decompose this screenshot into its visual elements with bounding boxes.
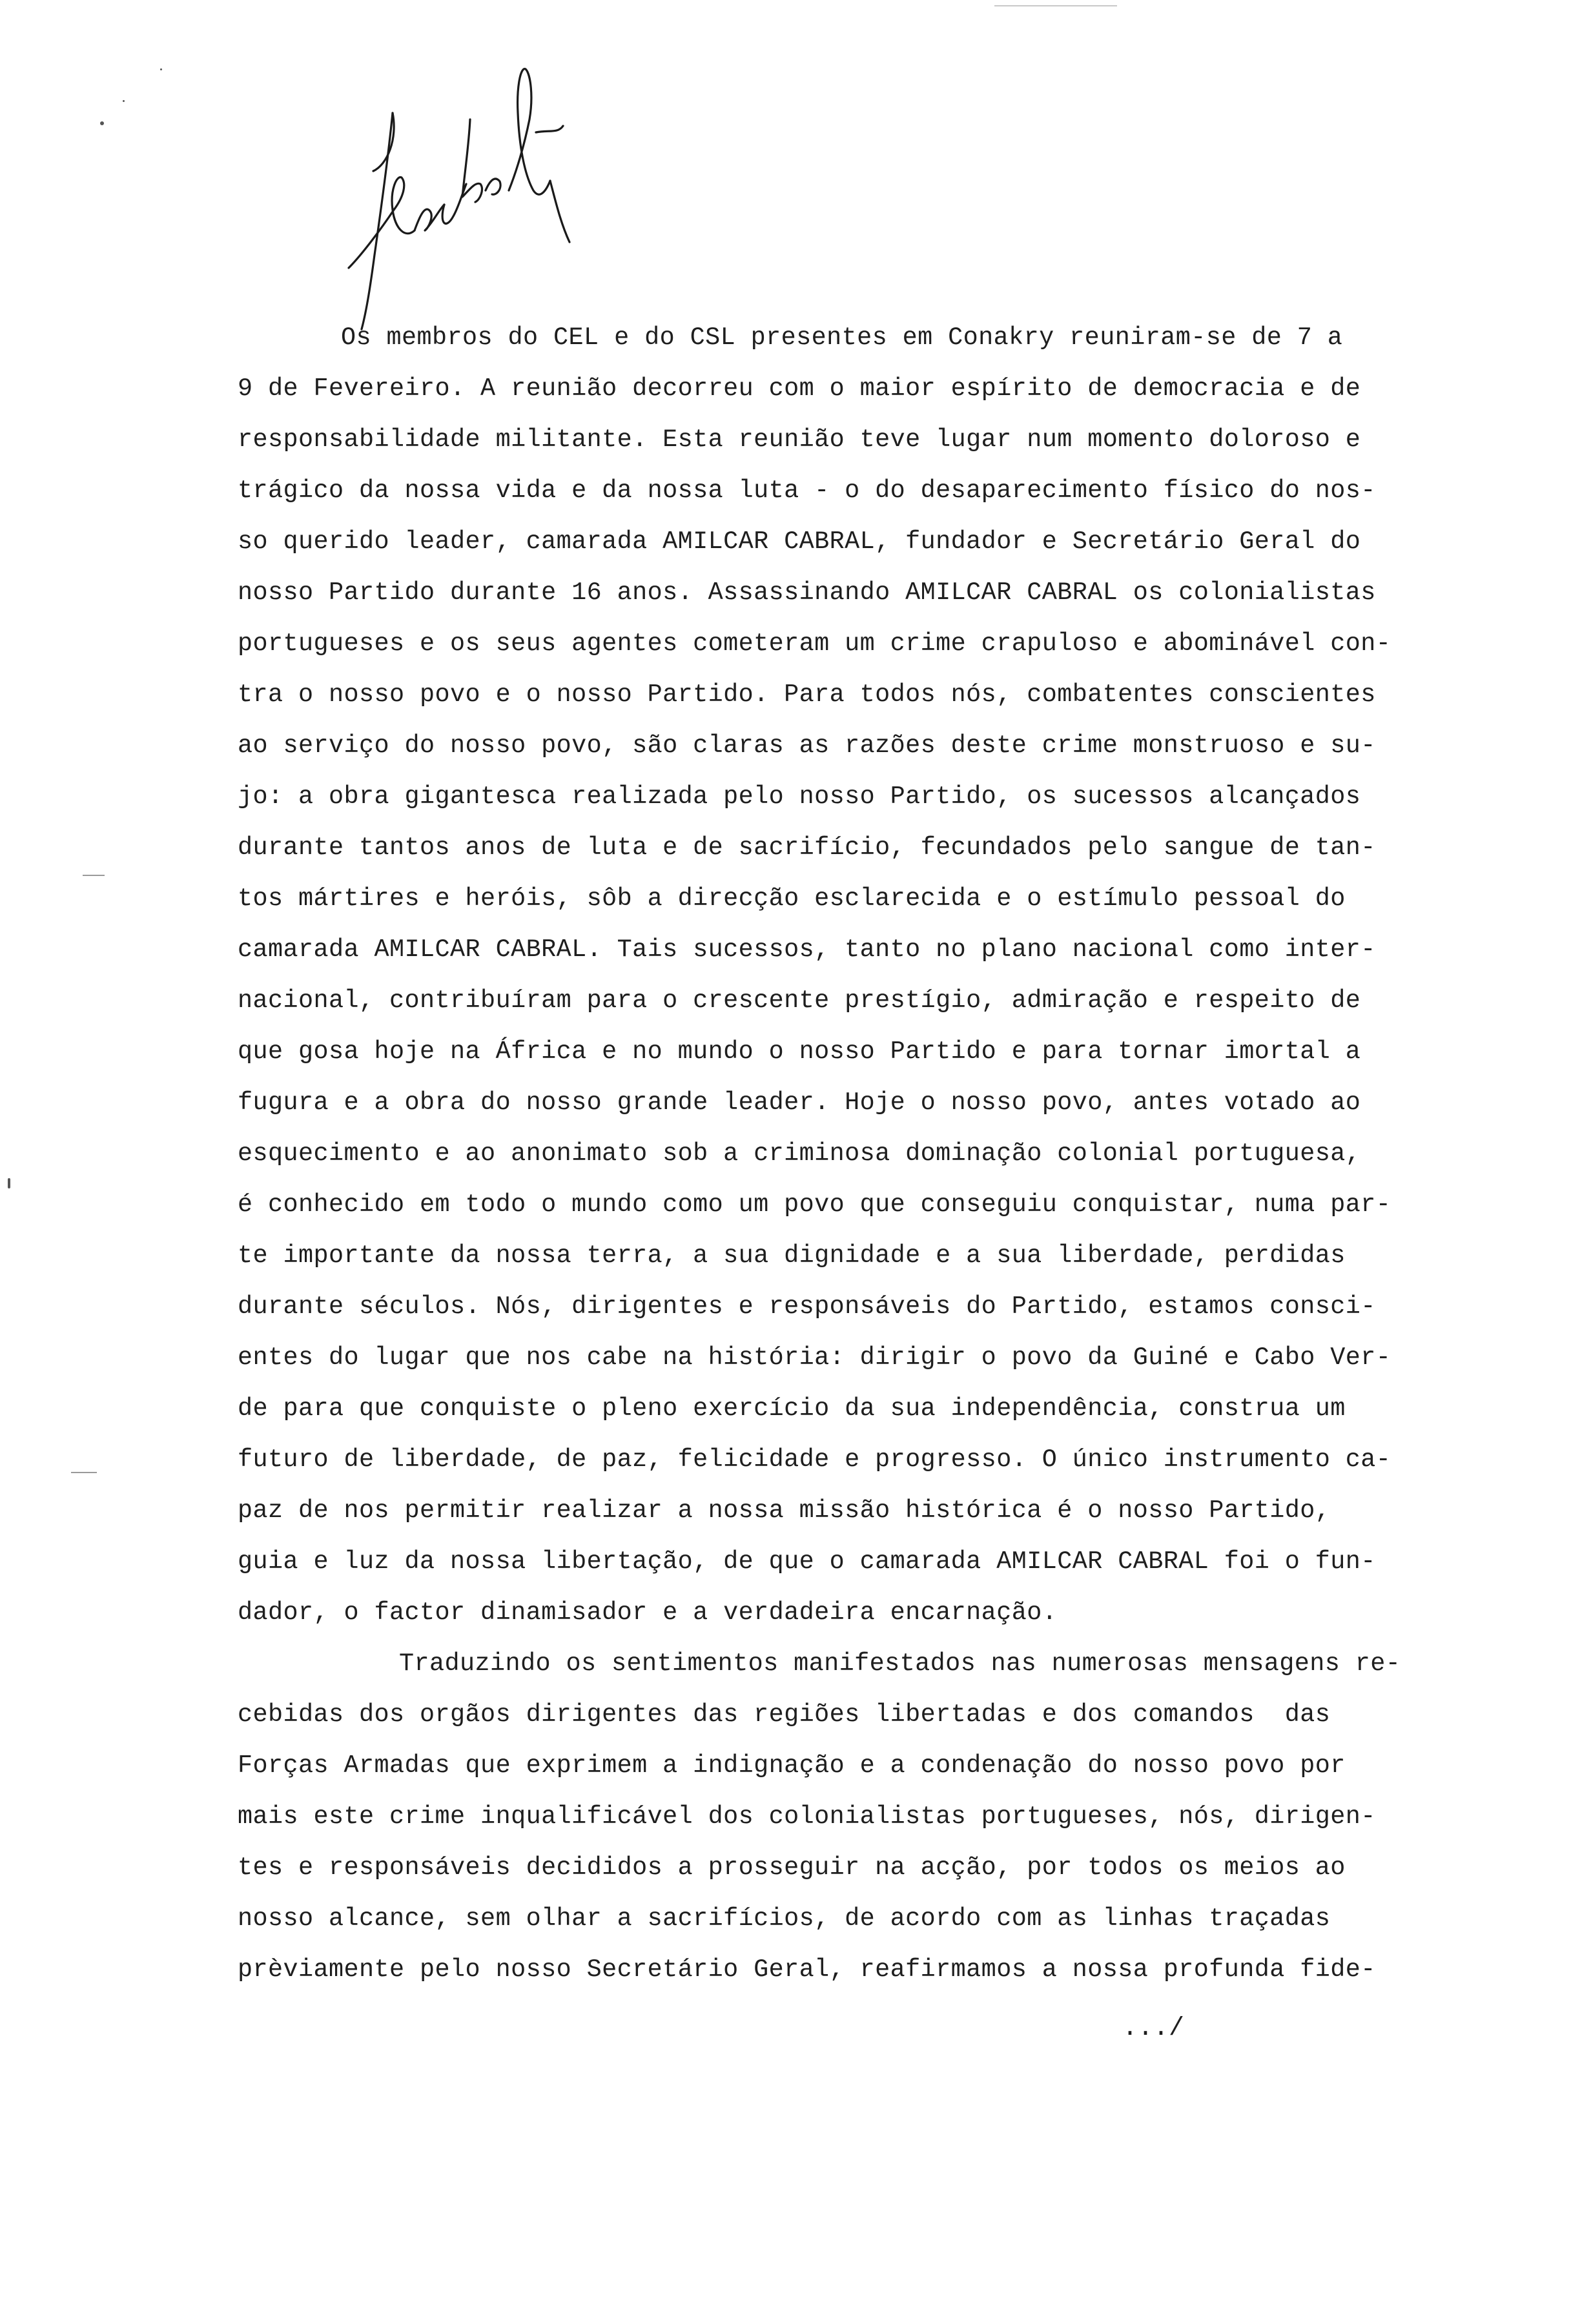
scan-speck [160, 68, 162, 70]
text-line: dador, o factor dinamisador e a verdadeira encarnação. [238, 1598, 1058, 1627]
text-line: nosso Partido durante 16 anos. Assassinando AMILCAR CABRAL os colonialistas [238, 578, 1376, 607]
paragraph-1 [238, 312, 1464, 1638]
text-line: guia e luz da nossa libertação, de que o camarada AMILCAR CABRAL foi o fun- [238, 1547, 1376, 1576]
text-line: Os membros do CEL e do CSL presentes em Conakry reuniram-se de 7 a [341, 323, 1343, 352]
paragraph-2 [238, 1638, 1464, 1995]
text-line: Forças Armadas que exprimem a indignação e a condenação do nosso povo por [238, 1751, 1346, 1780]
text-line: fugura e a obra do nosso grande leader. Hoje o nosso povo, antes votado ao [238, 1088, 1361, 1117]
letter-body [238, 312, 1464, 1995]
text-line: tes e responsáveis decididos a prosseguir na acção, por todos os meios ao [238, 1853, 1346, 1882]
scan-speck [8, 1178, 10, 1188]
scan-speck [123, 100, 125, 102]
text-line: so querido leader, camarada AMILCAR CABRAL, fundador e Secretário Geral do [238, 527, 1361, 556]
text-line: que gosa hoje na África e no mundo o nosso Partido e para tornar imortal a [238, 1037, 1361, 1066]
text-line: 9 de Fevereiro. A reunião decorreu com o maior espírito de democracia e de [238, 374, 1361, 403]
text-line: prèviamente pelo nosso Secretário Geral, reafirmamos a nossa profunda fide- [238, 1955, 1376, 1984]
text-line: cebidas dos orgãos dirigentes das regiões libertadas e dos comandos das [238, 1700, 1331, 1729]
text-line: paz de nos permitir realizar a nossa missão histórica é o nosso Partido, [238, 1496, 1331, 1525]
text-line: nacional, contribuíram para o crescente prestígio, admiração e respeito de [238, 986, 1361, 1015]
text-line: ao serviço do nosso povo, são claras as razões deste crime monstruoso e su- [238, 731, 1376, 760]
continuation-mark: .../ [1122, 2014, 1185, 2043]
text-line: durante tantos anos de luta e de sacrifício, fecundados pelo sangue de tan- [238, 833, 1376, 862]
text-line: futuro de liberdade, de paz, felicidade e progresso. O único instrumento ca- [238, 1445, 1391, 1474]
text-line: esquecimento e ao anonimato sob a criminosa dominação colonial portuguesa, [238, 1139, 1361, 1168]
handwritten-signature [342, 61, 575, 332]
text-line: trágico da nossa vida e da nossa luta - o do desaparecimento físico do nos- [238, 476, 1376, 505]
text-line: de para que conquiste o pleno exercício da sua independência, construa um [238, 1394, 1346, 1423]
text-line: entes do lugar que nos cabe na história: dirigir o povo da Guiné e Cabo Ver- [238, 1343, 1391, 1372]
text-line: responsabilidade militante. Esta reunião teve lugar num momento doloroso e [238, 425, 1361, 454]
text-line: Traduzindo os sentimentos manifestados nas numerosas mensagens re- [399, 1649, 1401, 1678]
scan-speck [100, 121, 104, 125]
scan-edge-mark [994, 5, 1117, 6]
scan-edge-mark [71, 1472, 97, 1473]
text-line: tos mártires e heróis, sôb a direcção esclarecida e o estímulo pessoal do [238, 884, 1346, 913]
text-line: jo: a obra gigantesca realizada pelo nosso Partido, os sucessos alcançados [238, 782, 1361, 811]
text-line: é conhecido em todo o mundo como um povo que conseguiu conquistar, numa par- [238, 1190, 1391, 1219]
text-line: durante séculos. Nós, dirigentes e responsáveis do Partido, estamos consci- [238, 1292, 1376, 1321]
scan-edge-mark [83, 875, 105, 876]
text-line: mais este crime inqualificável dos colonialistas portugueses, nós, dirigen- [238, 1802, 1376, 1831]
text-line: camarada AMILCAR CABRAL. Tais sucessos, tanto no plano nacional como inter- [238, 935, 1376, 964]
text-line: nosso alcance, sem olhar a sacrifícios, de acordo com as linhas traçadas [238, 1904, 1331, 1933]
text-line: portugueses e os seus agentes cometeram um crime crapuloso e abominável con- [238, 629, 1391, 658]
text-line: te importante da nossa terra, a sua dignidade e a sua liberdade, perdidas [238, 1241, 1346, 1270]
text-line: tra o nosso povo e o nosso Partido. Para todos nós, combatentes conscientes [238, 680, 1376, 709]
